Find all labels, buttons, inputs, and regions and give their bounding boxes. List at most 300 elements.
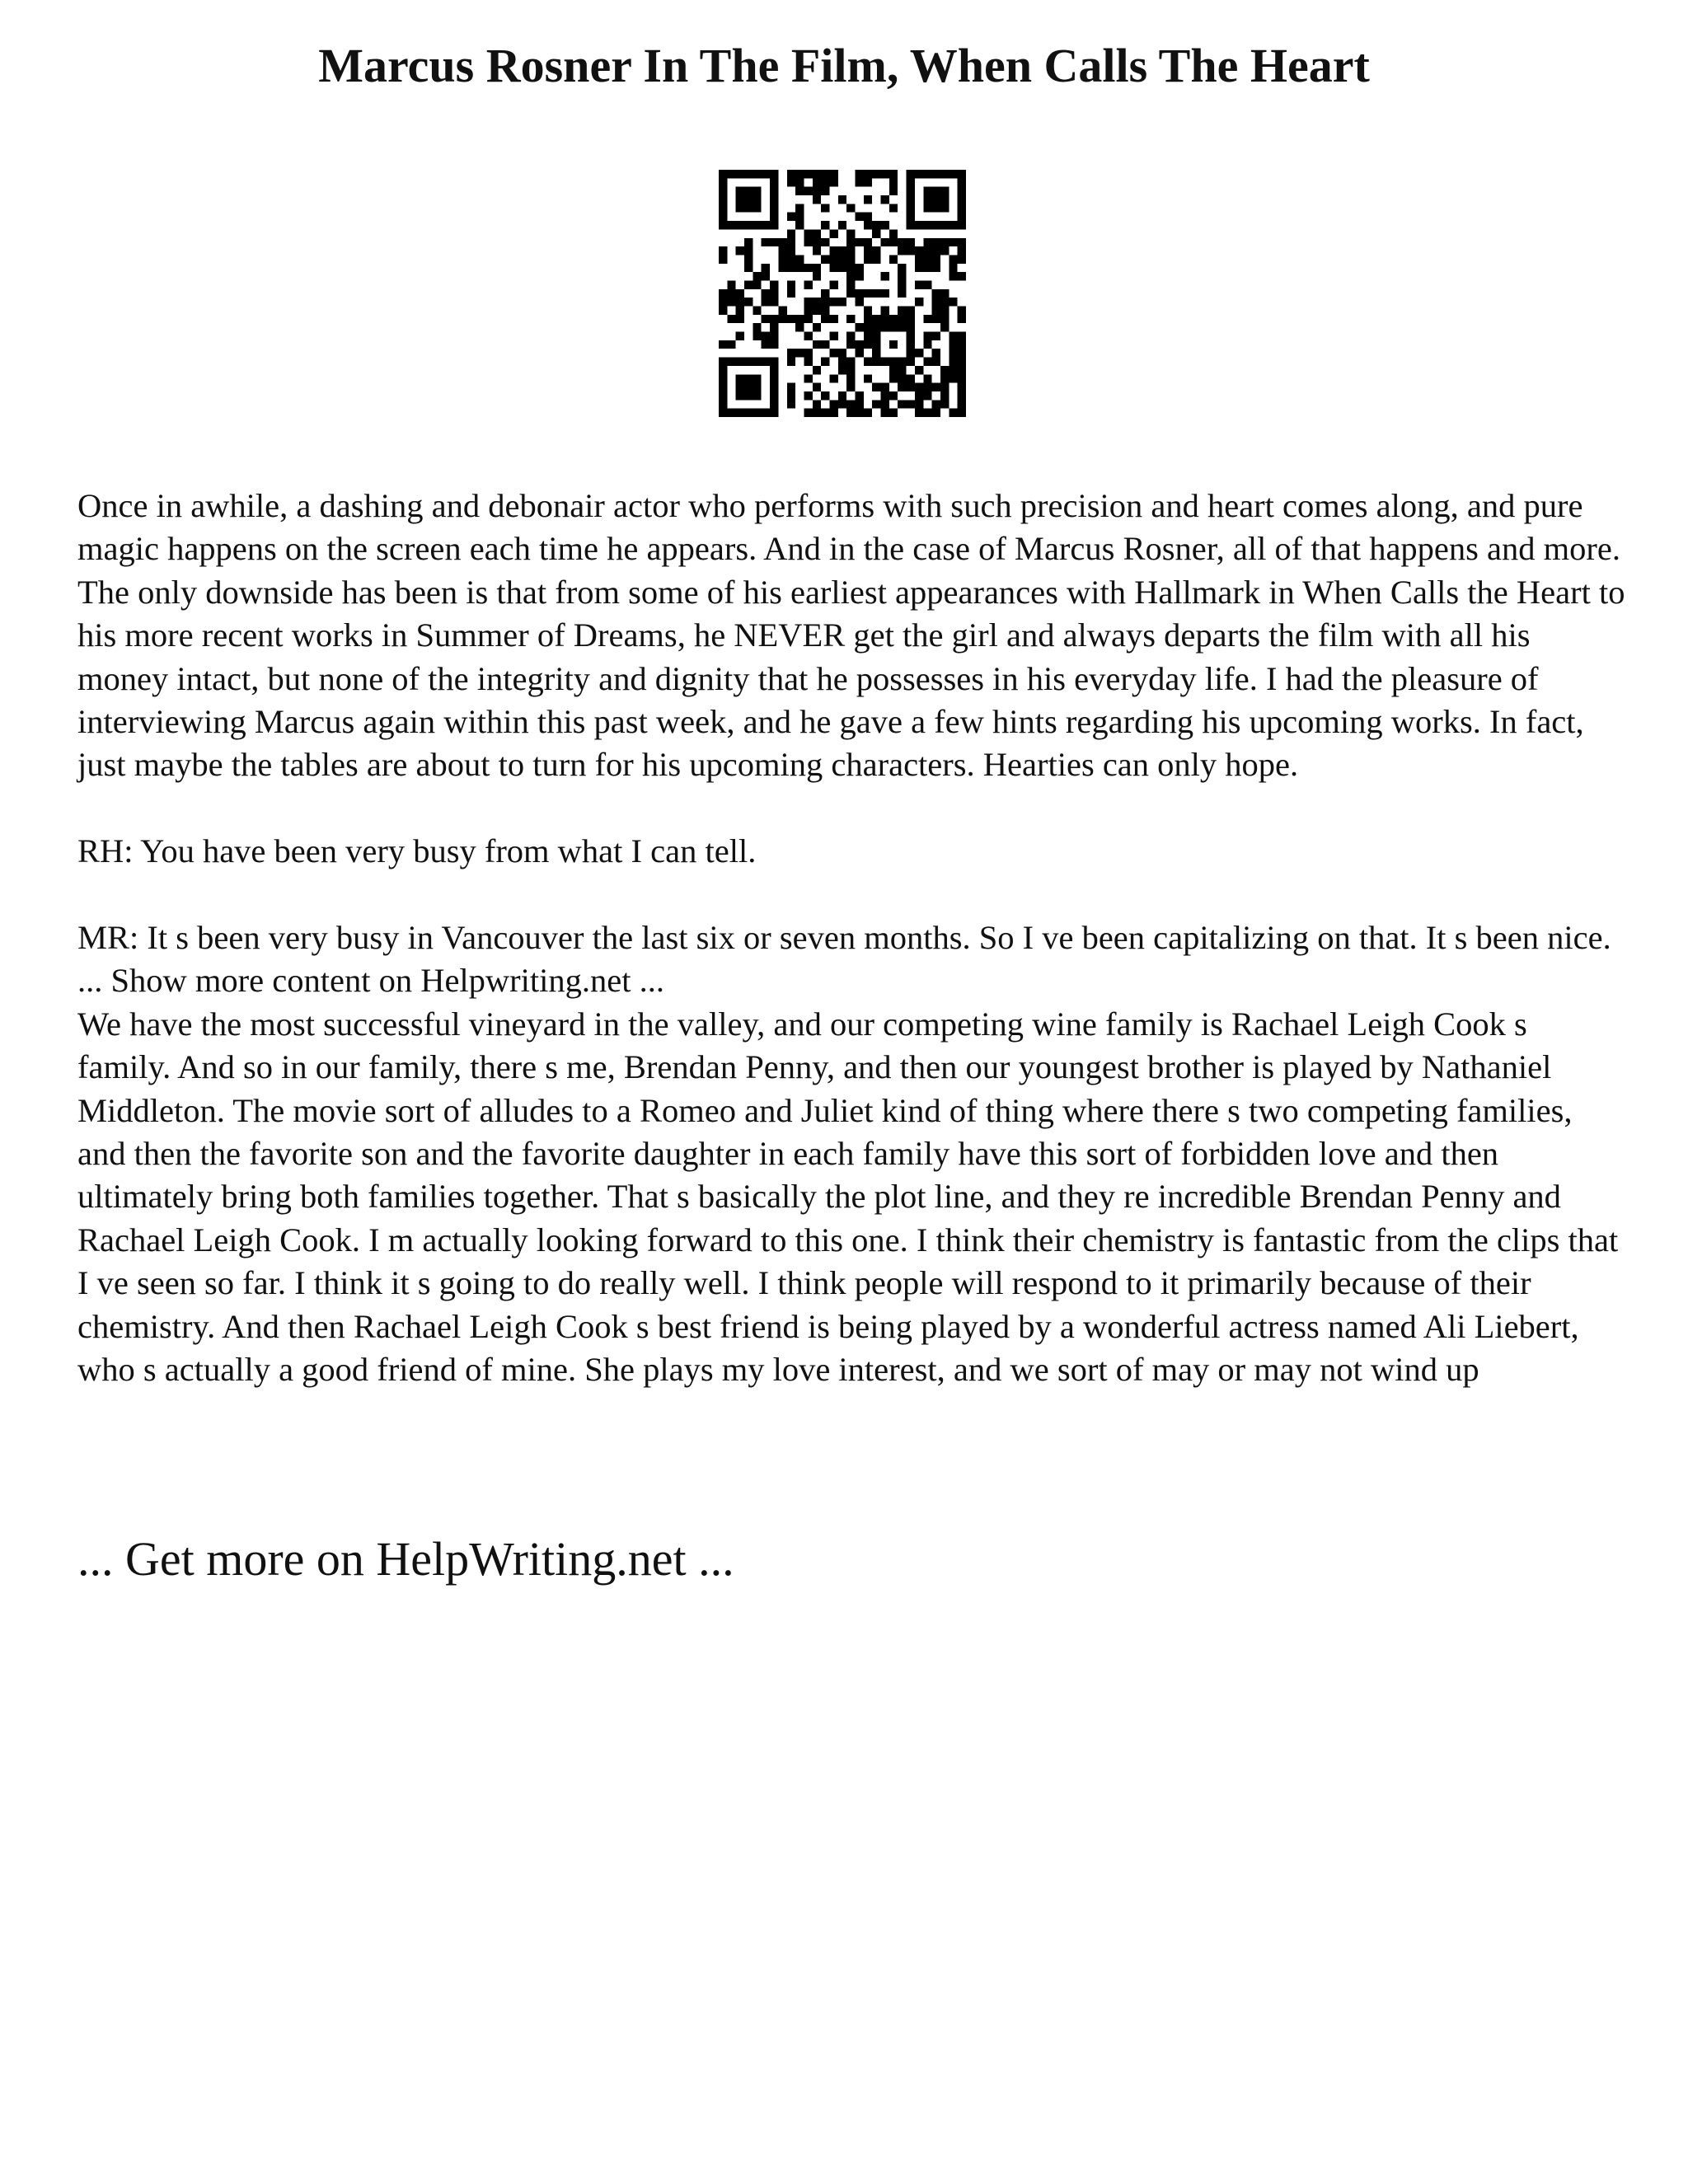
qr-module (719, 204, 727, 212)
qr-module (770, 289, 778, 298)
qr-module (813, 298, 821, 306)
qr-module (762, 315, 770, 323)
qr-module (804, 315, 812, 323)
qr-module (744, 358, 753, 366)
qr-module (736, 307, 744, 315)
qr-module (813, 195, 821, 204)
qr-module (804, 307, 812, 315)
qr-module (856, 272, 864, 280)
qr-module (864, 340, 872, 349)
qr-module (838, 195, 846, 204)
qr-module (829, 374, 837, 382)
qr-module (923, 221, 931, 229)
qr-module (949, 358, 957, 366)
qr-module (736, 246, 744, 255)
qr-module (829, 280, 837, 288)
qr-module (889, 374, 898, 382)
qr-module (787, 170, 795, 178)
qr-module (881, 238, 889, 246)
qr-module (762, 264, 770, 272)
qr-module (719, 340, 727, 349)
qr-module (736, 187, 744, 195)
qr-module (940, 307, 949, 315)
qr-module (856, 170, 864, 178)
qr-module (958, 349, 966, 357)
qr-module (787, 264, 795, 272)
qr-module (813, 383, 821, 391)
qr-module (907, 332, 915, 340)
qr-module (949, 374, 957, 382)
qr-module (889, 178, 898, 186)
qr-module (804, 187, 812, 195)
qr-module (958, 272, 966, 280)
qr-module (932, 204, 940, 212)
qr-module (770, 340, 778, 349)
qr-module (838, 358, 846, 366)
qr-module (736, 221, 744, 229)
qr-module (881, 400, 889, 408)
qr-module (881, 409, 889, 417)
qr-module (736, 298, 744, 306)
qr-code-graphic (719, 170, 966, 417)
qr-module (846, 238, 855, 246)
article-body (77, 485, 1627, 1392)
qr-module (821, 238, 829, 246)
qr-module (770, 409, 778, 417)
qr-module (846, 366, 855, 374)
qr-module (907, 204, 915, 212)
qr-module (923, 315, 931, 323)
qr-module (753, 383, 761, 391)
qr-module (889, 391, 898, 400)
qr-module (872, 358, 880, 366)
qr-module (813, 264, 821, 272)
qr-module (932, 298, 940, 306)
qr-module (838, 391, 846, 400)
qr-module (932, 246, 940, 255)
qr-module (778, 255, 786, 263)
qr-module (813, 409, 821, 417)
qr-module (804, 349, 812, 357)
qr-module (898, 358, 906, 366)
qr-module (856, 400, 864, 408)
qr-module (923, 374, 931, 382)
qr-module (898, 238, 906, 246)
qr-module (915, 366, 923, 374)
qr-module (872, 221, 880, 229)
qr-module (889, 323, 898, 331)
qr-module (889, 255, 898, 263)
qr-module (864, 409, 872, 417)
qr-module (753, 307, 761, 315)
qr-module (923, 195, 931, 204)
qr-module (846, 280, 855, 288)
qr-module (932, 409, 940, 417)
qr-module (813, 238, 821, 246)
qr-module (856, 391, 864, 400)
qr-module (872, 340, 880, 349)
qr-module (958, 358, 966, 366)
qr-module (881, 391, 889, 400)
qr-module (889, 204, 898, 212)
qr-module (813, 170, 821, 178)
qr-module (770, 170, 778, 178)
qr-module (846, 204, 855, 212)
qr-module (940, 374, 949, 382)
qr-module (881, 358, 889, 366)
qr-module (915, 170, 923, 178)
qr-module (864, 246, 872, 255)
qr-module (770, 280, 778, 288)
qr-module (753, 204, 761, 212)
qr-module (719, 195, 727, 204)
page-title: Marcus Rosner In The Film, When Calls The Heart (318, 39, 1370, 92)
qr-module (770, 383, 778, 391)
qr-module (813, 272, 821, 280)
qr-module (719, 307, 727, 315)
qr-module (744, 246, 753, 255)
qr-module (719, 221, 727, 229)
qr-module (804, 170, 812, 178)
qr-module (736, 195, 744, 204)
qr-module (923, 340, 931, 349)
qr-module (898, 383, 906, 391)
qr-module (770, 366, 778, 374)
qr-module (762, 298, 770, 306)
qr-module (770, 298, 778, 306)
qr-module (829, 255, 837, 263)
qr-module (846, 332, 855, 340)
qr-module (872, 400, 880, 408)
qr-module (958, 213, 966, 221)
qr-module (923, 170, 931, 178)
qr-module (856, 238, 864, 246)
qr-module (958, 340, 966, 349)
qr-module (727, 280, 735, 288)
qr-module (907, 195, 915, 204)
qr-module (787, 246, 795, 255)
qr-module (744, 204, 753, 212)
qr-module (958, 195, 966, 204)
qr-module (804, 264, 812, 272)
qr-module (795, 221, 804, 229)
qr-module (838, 349, 846, 357)
qr-module (838, 298, 846, 306)
qr-module (856, 409, 864, 417)
qr-module (787, 349, 795, 357)
qr-module (770, 400, 778, 408)
qr-module (744, 221, 753, 229)
qr-module (778, 238, 786, 246)
qr-module (736, 383, 744, 391)
qr-module (787, 289, 795, 298)
qr-module (813, 307, 821, 315)
qr-module (736, 391, 744, 400)
qr-module (932, 400, 940, 408)
article-paragraph-answer: MR: It s been very busy in Vancouver the last six or seven months. So I ve been capitalizing on that. It s been nice. ... Show more content on Helpwriting.net ... (77, 919, 1611, 1000)
qr-module (940, 289, 949, 298)
qr-module (719, 409, 727, 417)
qr-module (744, 195, 753, 204)
qr-module (795, 170, 804, 178)
qr-module (727, 221, 735, 229)
qr-module (872, 383, 880, 391)
qr-module (795, 178, 804, 186)
qr-module (753, 358, 761, 366)
qr-module (872, 349, 880, 357)
qr-module (829, 349, 837, 357)
qr-module (813, 340, 821, 349)
qr-module (864, 289, 872, 298)
qr-module (846, 272, 855, 280)
qr-module (770, 178, 778, 186)
qr-module (838, 246, 846, 255)
qr-module (813, 400, 821, 408)
qr-module (719, 178, 727, 186)
qr-module (881, 195, 889, 204)
qr-module (915, 255, 923, 263)
qr-module (736, 409, 744, 417)
qr-module (907, 246, 915, 255)
qr-module (829, 246, 837, 255)
qr-module (864, 307, 872, 315)
qr-module (864, 195, 872, 204)
qr-module (907, 187, 915, 195)
qr-module (744, 374, 753, 382)
qr-module (940, 187, 949, 195)
qr-module (813, 178, 821, 186)
qr-module (804, 374, 812, 382)
qr-module (787, 391, 795, 400)
qr-module (846, 383, 855, 391)
qr-module (881, 221, 889, 229)
qr-module (787, 178, 795, 186)
qr-module (770, 213, 778, 221)
qr-module (898, 366, 906, 374)
get-more-link[interactable]: ... Get more on HelpWriting.net ... (77, 1532, 734, 1586)
qr-module (804, 280, 812, 288)
qr-module (958, 187, 966, 195)
qr-module (770, 332, 778, 340)
qr-module (821, 298, 829, 306)
qr-module (762, 238, 770, 246)
qr-module (881, 289, 889, 298)
qr-module (949, 255, 957, 263)
qr-module (932, 195, 940, 204)
qr-module (949, 221, 957, 229)
qr-module (915, 280, 923, 288)
qr-module (864, 178, 872, 186)
qr-module (787, 255, 795, 263)
qr-module (795, 264, 804, 272)
qr-module (923, 280, 931, 288)
qr-module (829, 264, 837, 272)
qr-module (915, 264, 923, 272)
qr-module (719, 366, 727, 374)
qr-module (795, 187, 804, 195)
qr-module (736, 204, 744, 212)
qr-module (770, 358, 778, 366)
qr-module (915, 246, 923, 255)
qr-module (804, 358, 812, 366)
qr-module (872, 332, 880, 340)
qr-module (846, 246, 855, 255)
qr-module (932, 221, 940, 229)
qr-module (778, 264, 786, 272)
qr-module (719, 246, 727, 255)
qr-module (856, 323, 864, 331)
qr-module (864, 255, 872, 263)
qr-module (940, 298, 949, 306)
qr-module (804, 391, 812, 400)
qr-module (736, 170, 744, 178)
qr-module (958, 246, 966, 255)
qr-module (898, 315, 906, 323)
qr-module (958, 374, 966, 382)
qr-module (744, 280, 753, 288)
qr-module (821, 391, 829, 400)
qr-module (838, 366, 846, 374)
qr-module (949, 349, 957, 357)
qr-module (907, 178, 915, 186)
qr-module (949, 298, 957, 306)
qr-module (907, 213, 915, 221)
qr-module (881, 272, 889, 280)
qr-module (795, 204, 804, 212)
qr-module (889, 229, 898, 237)
qr-module (795, 323, 804, 331)
qr-module (719, 298, 727, 306)
qr-module (762, 289, 770, 298)
qr-module (829, 178, 837, 186)
qr-module (949, 366, 957, 374)
qr-module (958, 178, 966, 186)
qr-module (958, 307, 966, 315)
qr-module (846, 358, 855, 366)
qr-module (932, 238, 940, 246)
qr-module (932, 289, 940, 298)
qr-module (864, 238, 872, 246)
qr-module (770, 187, 778, 195)
qr-module (829, 409, 837, 417)
qr-module (770, 323, 778, 331)
qr-module (753, 221, 761, 229)
qr-module (846, 229, 855, 237)
qr-module (829, 400, 837, 408)
qr-module (898, 307, 906, 315)
qr-module (787, 358, 795, 366)
qr-module (727, 340, 735, 349)
qr-module (821, 204, 829, 212)
qr-module (898, 280, 906, 288)
qr-module (762, 340, 770, 349)
qr-module (856, 349, 864, 357)
qr-module (889, 358, 898, 366)
qr-module (923, 332, 931, 340)
qr-module (753, 195, 761, 204)
qr-module (872, 246, 880, 255)
qr-module (872, 255, 880, 263)
qr-module (736, 315, 744, 323)
qr-module (770, 315, 778, 323)
qr-module (932, 307, 940, 315)
qr-module (829, 332, 837, 340)
qr-module (856, 213, 864, 221)
qr-module (872, 323, 880, 331)
qr-module (846, 289, 855, 298)
qr-module (940, 366, 949, 374)
qr-module (872, 315, 880, 323)
qr-module (932, 315, 940, 323)
qr-module (744, 170, 753, 178)
qr-module (923, 238, 931, 246)
qr-module (753, 323, 761, 331)
qr-module (907, 349, 915, 357)
qr-module (932, 170, 940, 178)
qr-module (940, 315, 949, 323)
qr-module (744, 264, 753, 272)
qr-module (846, 409, 855, 417)
qr-module (958, 315, 966, 323)
qr-module (846, 255, 855, 263)
qr-code-icon (719, 170, 966, 417)
qr-module (907, 340, 915, 349)
qr-module (744, 383, 753, 391)
qr-module (804, 332, 812, 340)
article-paragraph-intro: Once in awhile, a dashing and debonair actor who performs with such precision and heart comes along, and pure magic happens on the screen each time he appears. And in the case of Marcus Rosner, all of that happens and more. The only downside has been is that from some of his earliest appearances with Hallmark in When Calls the Heart to his more recent works in Summer of Dreams, he NEVER get the girl and always departs the film with all his money intact, but none of the integrity and dignity that he possesses in his everyday life. I had the pleasure of interviewing Marcus again within this past week, and he gave a few hints regarding his upcoming works. In fact, just maybe the tables are about to turn for his upcoming characters. Hearties can only hope. (77, 487, 1625, 784)
qr-module (907, 383, 915, 391)
qr-module (727, 358, 735, 366)
qr-module (958, 366, 966, 374)
qr-module (881, 315, 889, 323)
qr-module (923, 358, 931, 366)
qr-module (727, 298, 735, 306)
qr-module (753, 374, 761, 382)
qr-module (907, 358, 915, 366)
qr-module (770, 374, 778, 382)
qr-module (907, 400, 915, 408)
qr-module (813, 366, 821, 374)
qr-module (856, 298, 864, 306)
qr-module (923, 255, 931, 263)
qr-module (804, 409, 812, 417)
qr-module (744, 255, 753, 263)
qr-module (872, 170, 880, 178)
qr-module (804, 298, 812, 306)
qr-module (881, 323, 889, 331)
qr-module (727, 289, 735, 298)
qr-module (821, 315, 829, 323)
qr-module (829, 170, 837, 178)
qr-module (940, 195, 949, 204)
qr-module (719, 383, 727, 391)
qr-module (719, 400, 727, 408)
qr-module (949, 332, 957, 340)
qr-module (915, 383, 923, 391)
qr-module (907, 238, 915, 246)
qr-module (821, 178, 829, 186)
qr-module (856, 264, 864, 272)
qr-module (787, 213, 795, 221)
qr-module (932, 187, 940, 195)
qr-module (958, 400, 966, 408)
qr-module (753, 409, 761, 417)
qr-module (907, 323, 915, 331)
qr-module (898, 289, 906, 298)
qr-module (872, 289, 880, 298)
qr-module (915, 400, 923, 408)
qr-module (958, 391, 966, 400)
